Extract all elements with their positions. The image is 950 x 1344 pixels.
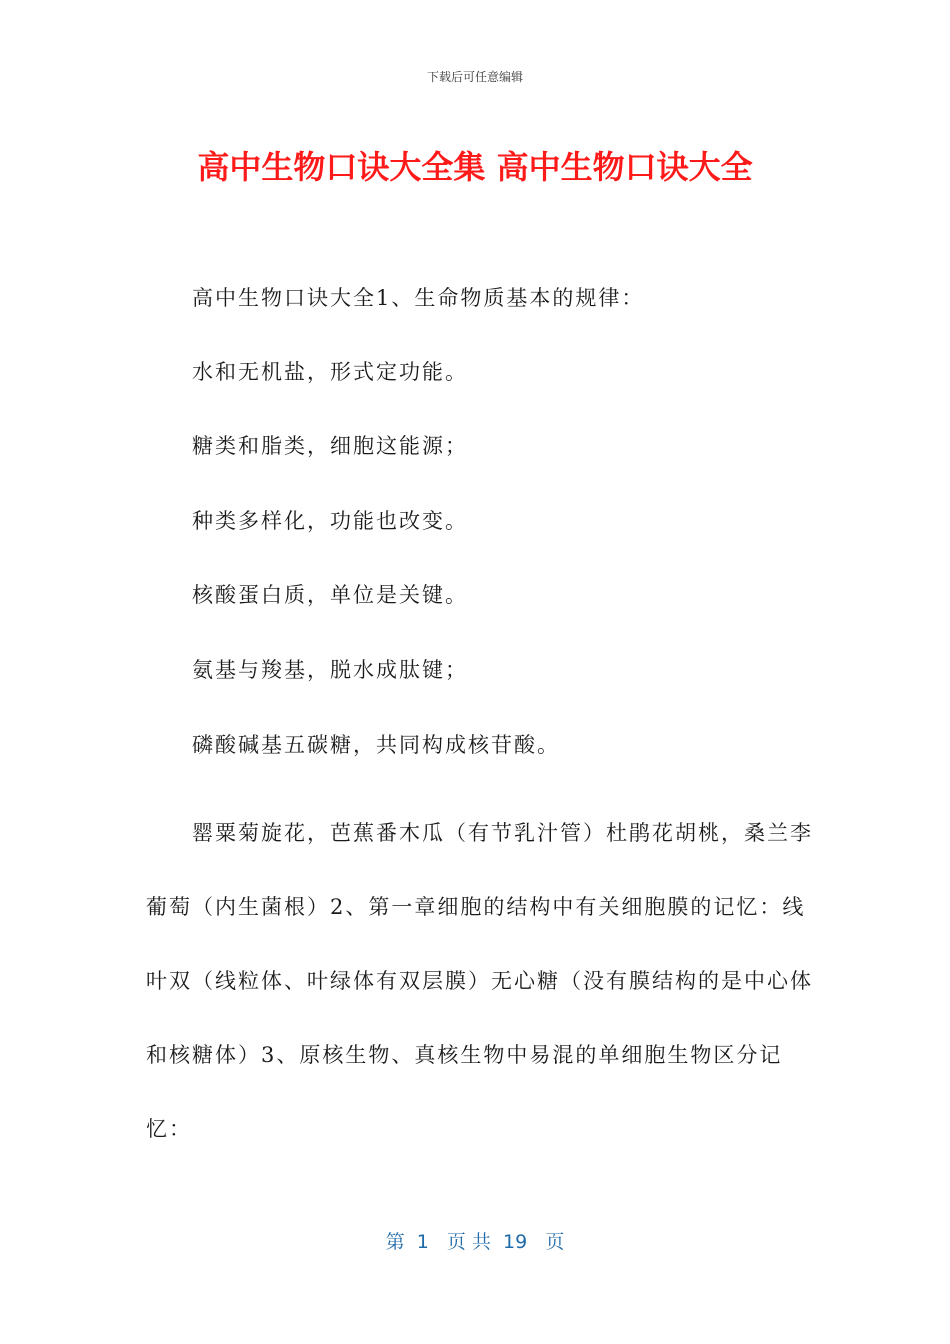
paragraph-2: 水和无机盐，形式定功能。 xyxy=(192,360,468,384)
paragraph-5: 核酸蛋白质，单位是关键。 xyxy=(192,583,468,607)
long-paragraph: 罂粟菊旋花，芭蕉番木瓜（有节乳汁管）杜鹃花胡桃，桑兰李葡萄（内生菌根）2、第一章细胞的结构中有关细胞膜的记忆：线叶双（线粒体、叶绿体有双层膜）无心糖（没有膜结构的是中心体和核糖体）3、原核生物、真核生物中易混的单细胞生物区分记忆： xyxy=(146,821,813,1141)
paragraph-1: 高中生物口诀大全1、生命物质基本的规律： xyxy=(192,286,645,310)
paragraph-3: 糖类和脂类，细胞这能源； xyxy=(192,434,468,458)
header-note: 下载后可任意编辑 xyxy=(426,70,523,84)
paragraph-4: 种类多样化，功能也改变。 xyxy=(192,509,468,533)
paragraph-7: 磷酸碱基五碳糖，共同构成核苷酸。 xyxy=(192,733,560,757)
document-title: 高中生物口诀大全集 高中生物口诀大全 xyxy=(197,148,753,186)
paragraph-6: 氨基与羧基，脱水成肽键； xyxy=(192,658,468,682)
page-number: 第 1 页 共 19 页 xyxy=(385,1231,565,1253)
